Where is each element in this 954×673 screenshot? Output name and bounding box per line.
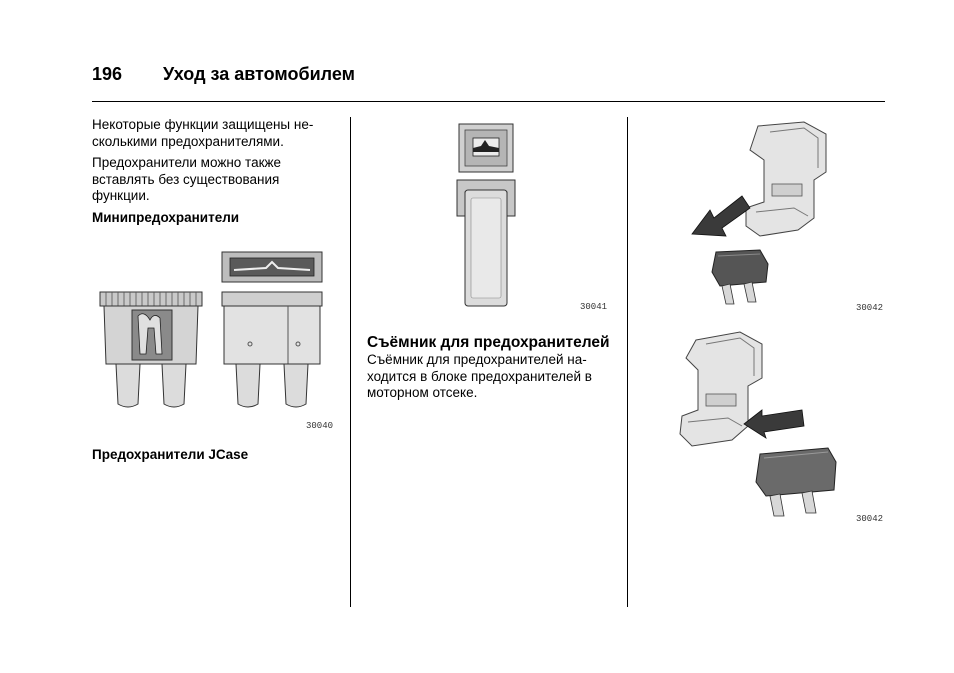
jcase-puller-removal-figure xyxy=(686,120,836,306)
page-title: Уход за автомобилем xyxy=(163,64,355,84)
column-1 xyxy=(92,117,340,226)
paragraph-fuse-puller-location: Съёмник для предохранителей на-ходится в блоке предохранителей в моторном отсеке. xyxy=(367,352,592,400)
paragraph-fuse-functions: Некоторые функции защищены не-сколькими предохранителями. xyxy=(92,117,314,149)
column-divider-2 xyxy=(627,117,628,607)
section-title-fuse-puller: Съёмник для предохранителей xyxy=(367,334,610,351)
subheading-jcase-fuses: Предохранители JCase xyxy=(92,447,249,462)
figure-code-30042-a: 30042 xyxy=(856,303,884,313)
figure-code-30042-b: 30042 xyxy=(856,514,884,524)
figure-code-30040: 30040 xyxy=(306,421,334,431)
column-divider-1 xyxy=(350,117,351,607)
subheading-mini-fuses: Минипредохранители xyxy=(92,209,240,225)
fuse-puller-figure xyxy=(455,122,523,312)
column-2-text xyxy=(367,333,615,407)
header-divider xyxy=(92,101,885,102)
mini-fuse-figure xyxy=(96,248,328,416)
page-number: 196 xyxy=(92,64,123,84)
paragraph-fuse-insert: Предохранители можно также вставлять без существования функции. xyxy=(92,155,282,203)
figure-code-30041: 30041 xyxy=(580,302,608,312)
jcase-puller-insertion-figure xyxy=(678,330,840,520)
